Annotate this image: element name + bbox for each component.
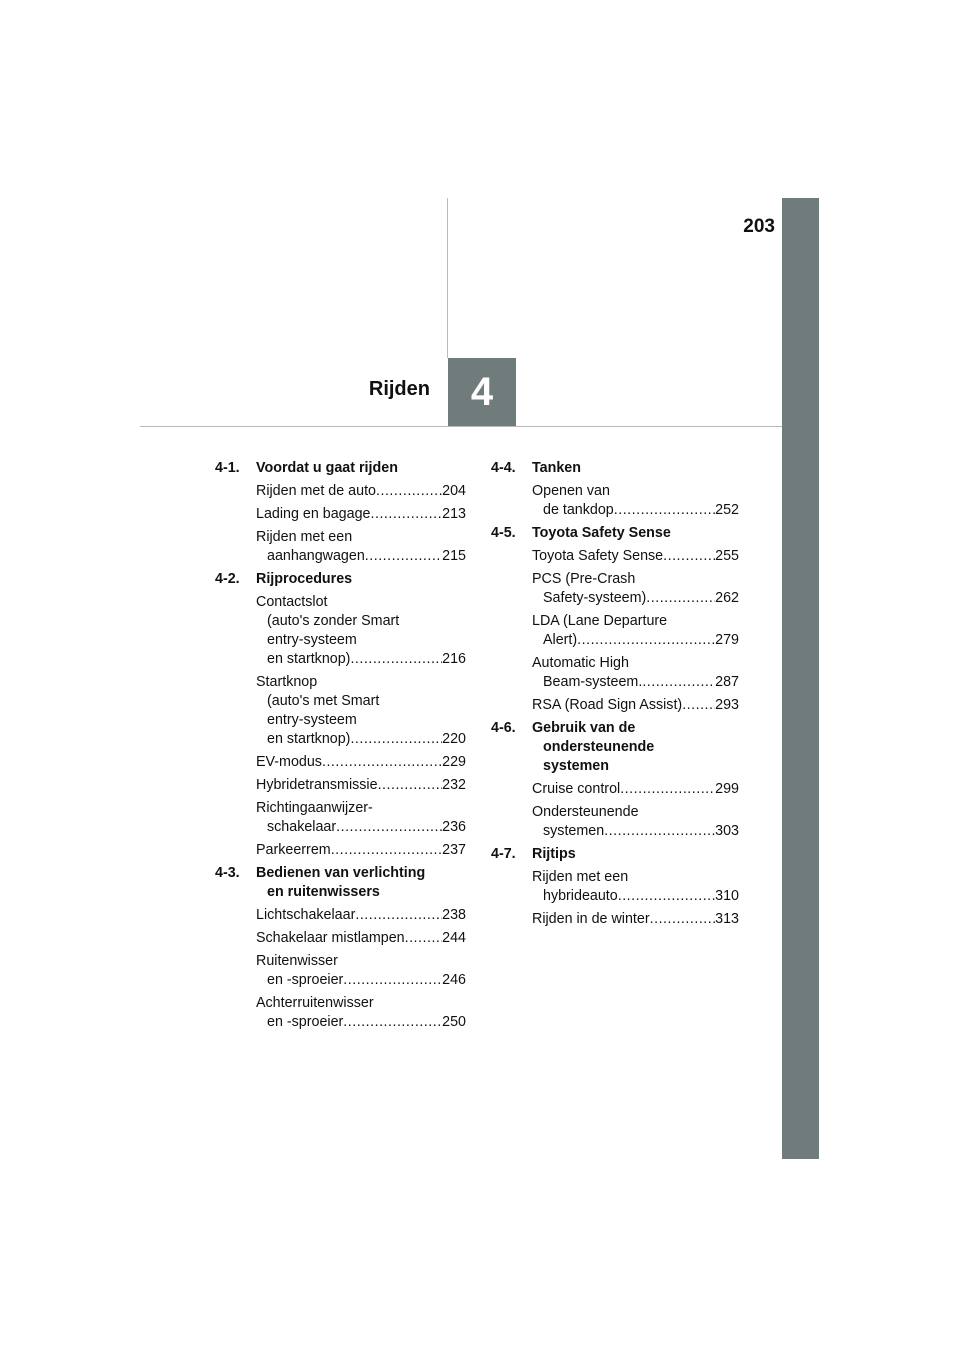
toc-entry-text: Beam-systeem. [543, 674, 643, 690]
section-heading [491, 524, 739, 543]
toc-column-right [491, 459, 739, 933]
toc-entry-text: Rijden in de winter [532, 911, 650, 927]
toc-entry-page: 215 [442, 548, 466, 564]
dot-leader [371, 505, 443, 524]
toc-entry-line: Ondersteunende [532, 804, 639, 820]
dot-leader [350, 730, 442, 749]
dot-leader [378, 776, 443, 795]
section-title-line: en ruitenwissers [267, 884, 380, 900]
toc-entry-page: 229 [442, 754, 466, 770]
toc-entry[interactable] [491, 803, 739, 841]
toc-entry-page: 250 [442, 1014, 466, 1030]
toc-entry-text: Rijden met de auto [256, 483, 377, 499]
vertical-divider [447, 198, 448, 358]
section-number: 4-2. [215, 571, 240, 587]
horizontal-divider [140, 426, 782, 427]
section-heading [215, 570, 466, 589]
toc-entry-page: 262 [715, 590, 739, 606]
toc-entry-text: de tankdop [543, 502, 614, 518]
toc-entry-page: 232 [442, 777, 466, 793]
toc-section [491, 524, 739, 715]
toc-entry-text: en startknop) [267, 651, 351, 667]
toc-entry-page: 236 [442, 819, 466, 835]
toc-entry[interactable] [215, 505, 466, 524]
toc-entry-text: en -sproeier [267, 972, 344, 988]
toc-entry-page: 237 [442, 842, 466, 858]
toc-entry-line: Automatic High [532, 655, 629, 671]
toc-entry-line [532, 822, 739, 841]
toc-entry-line [256, 818, 466, 837]
toc-entry[interactable] [491, 547, 739, 566]
dot-leader [646, 589, 715, 608]
toc-entry-page: 246 [442, 972, 466, 988]
dot-leader [682, 696, 715, 715]
dot-leader [405, 929, 443, 948]
toc-entry-text: Lading en bagage [256, 506, 371, 522]
toc-entry-line: LDA (Lane Departure [532, 613, 668, 629]
toc-entry-page: 238 [442, 907, 466, 923]
toc-entry-text: Parkeerrem [256, 842, 331, 858]
toc-entry-line [532, 631, 739, 650]
toc-entry-page: 279 [715, 632, 739, 648]
toc-entry-line [256, 753, 466, 772]
toc-entry[interactable] [491, 482, 739, 520]
section-number: 4-7. [491, 846, 516, 862]
toc-entry-line [256, 971, 466, 990]
toc-entry[interactable] [215, 906, 466, 925]
toc-entry-page: 310 [715, 888, 739, 904]
section-number: 4-4. [491, 460, 516, 476]
toc-entry-line: Startknop [256, 674, 318, 690]
section-heading [215, 459, 466, 478]
toc-entry-page: 313 [715, 911, 739, 927]
dot-leader [322, 753, 442, 772]
toc-entry-text: schakelaar [267, 819, 337, 835]
section-title-line: Gebruik van de [532, 720, 636, 736]
section-number: 4-6. [491, 720, 516, 736]
dot-leader [614, 501, 715, 520]
toc-entry-line [256, 482, 466, 501]
toc-entry-text: aanhangwagen [267, 548, 365, 564]
toc-entry-line [532, 547, 739, 566]
section-number: 4-3. [215, 865, 240, 881]
toc-entry-line: (auto's zonder Smart [267, 613, 400, 629]
toc-entry-line [532, 910, 739, 929]
toc-entry-text: Safety-systeem) [543, 590, 647, 606]
toc-entry-line: Rijden met een [532, 869, 629, 885]
toc-section [215, 864, 466, 1032]
toc-entry-line [256, 776, 466, 795]
section-heading [215, 864, 466, 902]
toc-section [215, 459, 466, 566]
toc-section [491, 459, 739, 520]
toc-entry-text: systemen [543, 823, 605, 839]
toc-entry-line [532, 673, 739, 692]
toc-entry-line: entry-systeem [267, 712, 357, 728]
section-heading [491, 459, 739, 478]
dot-leader [642, 673, 715, 692]
page-number: 203 [743, 216, 775, 237]
toc-entry-line: Achterruitenwisser [256, 995, 374, 1011]
dot-leader [376, 482, 442, 501]
toc-entry-line [532, 696, 739, 715]
toc-entry[interactable] [215, 994, 466, 1032]
dot-leader [350, 650, 442, 669]
toc-entry[interactable] [215, 776, 466, 795]
dot-leader [577, 631, 715, 650]
toc-entry-line [256, 650, 466, 669]
toc-entry-line: Rijden met een [256, 529, 353, 545]
toc-entry-page: 220 [442, 731, 466, 747]
section-title [532, 524, 739, 543]
dot-leader [663, 547, 715, 566]
toc-entry-text: hybrideauto [543, 888, 618, 904]
toc-entry-line [256, 906, 466, 925]
toc-entry-text: Cruise control [532, 781, 621, 797]
section-heading [491, 845, 739, 864]
toc-entry-text: en -sproeier [267, 1014, 344, 1030]
dot-leader [355, 906, 442, 925]
toc-entry-page: 303 [715, 823, 739, 839]
section-title-line: Rijtips [532, 846, 576, 862]
toc-entry[interactable] [215, 799, 466, 837]
section-title [532, 459, 739, 478]
toc-entry-text: RSA (Road Sign Assist) [532, 697, 683, 713]
section-title-line: systemen [543, 758, 609, 774]
toc-entry-line [256, 505, 466, 524]
dot-leader [336, 818, 442, 837]
toc-entry[interactable] [215, 673, 466, 749]
toc-entry[interactable] [491, 612, 739, 650]
section-title [256, 570, 466, 589]
toc-entry-line [532, 501, 739, 520]
toc-entry-line [532, 780, 739, 799]
toc-entry-page: 252 [715, 502, 739, 518]
toc-column-left [215, 459, 466, 1036]
dot-leader [365, 547, 442, 566]
toc-entry[interactable] [491, 868, 739, 906]
toc-entry[interactable] [491, 570, 739, 608]
chapter-sidebar-tab [782, 198, 819, 1159]
dot-leader [620, 780, 715, 799]
section-title-line: Bedienen van verlichting [256, 865, 426, 881]
toc-entry-text: Alert) [543, 632, 578, 648]
section-title [532, 845, 739, 864]
toc-entry-line [532, 887, 739, 906]
section-title-line: Rijprocedures [256, 571, 353, 587]
toc-entry-text: Toyota Safety Sense [532, 548, 664, 564]
toc-entry-page: 299 [715, 781, 739, 797]
dot-leader [604, 822, 715, 841]
section-title-line: Voordat u gaat rijden [256, 460, 398, 476]
dot-leader [343, 1013, 442, 1032]
dot-leader [331, 841, 442, 860]
toc-entry[interactable] [491, 910, 739, 929]
section-title [256, 864, 466, 902]
toc-entry-page: 204 [442, 483, 466, 499]
toc-entry-page: 255 [715, 548, 739, 564]
toc-entry-line: Richtingaanwijzer- [256, 800, 373, 816]
toc-entry-page: 213 [442, 506, 466, 522]
toc-entry[interactable] [491, 780, 739, 799]
toc-entry[interactable] [215, 952, 466, 990]
toc-entry-text: Schakelaar mistlampen [256, 930, 405, 946]
section-title-line: ondersteunende [543, 739, 655, 755]
toc-entry[interactable] [215, 482, 466, 501]
toc-entry[interactable] [215, 929, 466, 948]
toc-section [491, 845, 739, 929]
toc-entry-page: 287 [715, 674, 739, 690]
toc-entry-line: entry-systeem [267, 632, 357, 648]
section-title [256, 459, 466, 478]
toc-entry-line: (auto's met Smart [267, 693, 380, 709]
chapter-title: Rijden [368, 378, 430, 400]
toc-entry-text: en startknop) [267, 731, 351, 747]
chapter-number-box: 4 [448, 358, 516, 426]
toc-entry-line [532, 589, 739, 608]
toc-section [491, 719, 739, 841]
toc-entry-line [256, 841, 466, 860]
toc-entry-text: EV-modus [256, 754, 322, 770]
toc-entry-line: Ruitenwisser [256, 953, 338, 969]
toc-entry-line [256, 929, 466, 948]
toc-entry[interactable] [215, 753, 466, 772]
toc-entry[interactable] [491, 654, 739, 692]
toc-entry-line [256, 547, 466, 566]
toc-entry-line [256, 1013, 466, 1032]
dot-leader [343, 971, 442, 990]
toc-entry-page: 293 [715, 697, 739, 713]
toc-entry[interactable] [215, 528, 466, 566]
toc-entry-text: Lichtschakelaar [256, 907, 356, 923]
toc-entry-line [256, 730, 466, 749]
section-number: 4-5. [491, 525, 516, 541]
section-number: 4-1. [215, 460, 240, 476]
toc-entry[interactable] [491, 696, 739, 715]
toc-entry[interactable] [215, 593, 466, 669]
section-title-line: Tanken [532, 460, 581, 476]
dot-leader [618, 887, 715, 906]
toc-entry[interactable] [215, 841, 466, 860]
dot-leader [650, 910, 716, 929]
toc-entry-text: Hybridetransmissie [256, 777, 378, 793]
toc-entry-line: Openen van [532, 483, 610, 499]
toc-entry-line: Contactslot [256, 594, 328, 610]
section-heading [491, 719, 739, 776]
section-title [532, 719, 739, 776]
toc-entry-line: PCS (Pre-Crash [532, 571, 636, 587]
section-title-line: Toyota Safety Sense [532, 525, 671, 541]
toc-entry-page: 216 [442, 651, 466, 667]
toc-section [215, 570, 466, 860]
toc-entry-page: 244 [442, 930, 466, 946]
